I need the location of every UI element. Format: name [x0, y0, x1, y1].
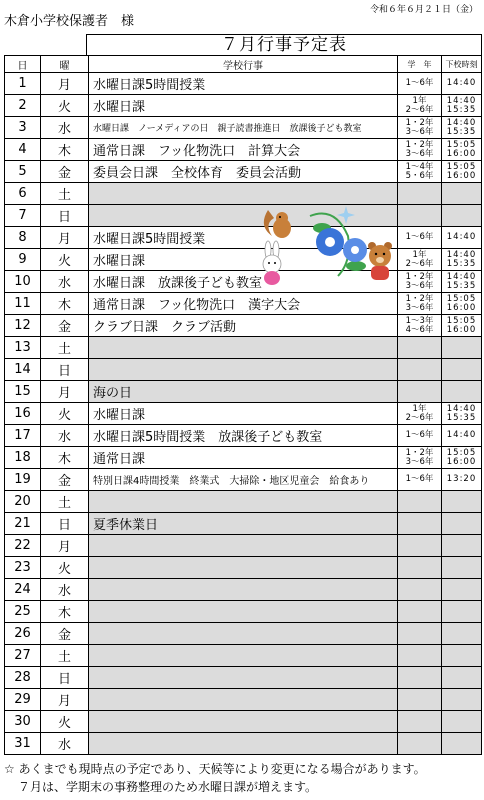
cell-weekday: 土 — [41, 337, 89, 359]
table-row — [5, 623, 482, 645]
cell-weekday: 金 — [41, 315, 89, 337]
cell-grade: 1年 2～6年 — [398, 95, 442, 117]
cell-grade: 1・2年 3～6年 — [398, 447, 442, 469]
cell-weekday: 金 — [41, 623, 89, 645]
cell-day: 30 — [5, 711, 41, 733]
cell-grade — [398, 689, 442, 711]
cell-time: 14:40 — [442, 73, 482, 95]
cell-weekday: 日 — [41, 513, 89, 535]
cell-event: 水曜日課 — [89, 403, 398, 425]
cell-event: 通常日課 — [89, 447, 398, 469]
cell-grade: 1・2年 3～6年 — [398, 293, 442, 315]
table-row — [5, 447, 482, 469]
cell-grade: 1～4年 5・6年 — [398, 161, 442, 183]
cell-time — [442, 491, 482, 513]
cell-time — [442, 645, 482, 667]
table-row — [5, 491, 482, 513]
cell-weekday: 金 — [41, 469, 89, 491]
cell-grade: 1・2年 3～6年 — [398, 271, 442, 293]
cell-weekday: 水 — [41, 271, 89, 293]
note-line-1: ☆ あくまでも現時点の予定であり、天候等により変更になる場合があります。 — [4, 762, 426, 776]
cell-day: 1 — [5, 73, 41, 95]
table-row — [5, 315, 482, 337]
cell-grade — [398, 601, 442, 623]
cell-time: 14:40 15:35 — [442, 117, 482, 139]
cell-day: 27 — [5, 645, 41, 667]
table-row — [5, 293, 482, 315]
cell-weekday: 木 — [41, 139, 89, 161]
cell-grade — [398, 711, 442, 733]
cell-day: 4 — [5, 139, 41, 161]
cell-event — [89, 491, 398, 513]
table-row — [5, 271, 482, 293]
cell-day: 17 — [5, 425, 41, 447]
cell-weekday: 土 — [41, 645, 89, 667]
cell-day: 15 — [5, 381, 41, 403]
cell-grade — [398, 579, 442, 601]
cell-day: 18 — [5, 447, 41, 469]
note-line-2: ７月は、学期末の事務整理のため水曜日課が増えます。 — [18, 780, 318, 794]
table-row — [5, 579, 482, 601]
cell-time: 14:40 15:35 — [442, 95, 482, 117]
cell-weekday: 木 — [41, 447, 89, 469]
table-row — [5, 601, 482, 623]
cell-event: 委員会日課 全校体育 委員会活動 — [89, 161, 398, 183]
cell-day: 13 — [5, 337, 41, 359]
cell-event: 通常日課 フッ化物洗口 計算大会 — [89, 139, 398, 161]
table-row — [5, 183, 482, 205]
page-title: ７月行事予定表 — [86, 34, 482, 55]
morning-glory-icon — [310, 214, 367, 277]
cell-weekday: 火 — [41, 249, 89, 271]
table-row — [5, 139, 482, 161]
table-row — [5, 557, 482, 579]
cell-day: 14 — [5, 359, 41, 381]
cell-day: 5 — [5, 161, 41, 183]
cell-weekday: 水 — [41, 117, 89, 139]
notes — [4, 760, 426, 796]
cell-day: 7 — [5, 205, 41, 227]
cell-grade — [398, 359, 442, 381]
cell-event — [89, 535, 398, 557]
cell-day: 24 — [5, 579, 41, 601]
cell-grade: 1年 2～6年 — [398, 403, 442, 425]
table-row — [5, 205, 482, 227]
table-row — [5, 359, 482, 381]
cell-time — [442, 623, 482, 645]
table-header-row — [5, 56, 482, 73]
cell-weekday: 火 — [41, 711, 89, 733]
table-row — [5, 667, 482, 689]
table-row — [5, 403, 482, 425]
cell-day: 29 — [5, 689, 41, 711]
cell-time — [442, 205, 482, 227]
cell-weekday: 月 — [41, 689, 89, 711]
table-row — [5, 535, 482, 557]
cell-time — [442, 557, 482, 579]
cell-event: 特別日課4時間授業 終業式 大掃除・地区児童会 給食あり — [89, 469, 398, 491]
cell-time: 14:40 15:35 — [442, 271, 482, 293]
cell-grade — [398, 623, 442, 645]
cell-event — [89, 623, 398, 645]
bear-icon — [368, 242, 392, 280]
cell-event — [89, 557, 398, 579]
cell-day: 31 — [5, 733, 41, 755]
cell-day: 22 — [5, 535, 41, 557]
cell-event: 水曜日課5時間授業 放課後子ども教室 — [89, 425, 398, 447]
cell-event: 水曜日課 — [89, 95, 398, 117]
cell-event — [89, 645, 398, 667]
squirrel-icon — [264, 210, 291, 238]
cell-weekday: 土 — [41, 183, 89, 205]
cell-grade — [398, 205, 442, 227]
cell-weekday: 火 — [41, 95, 89, 117]
cell-day: 28 — [5, 667, 41, 689]
cell-grade — [398, 645, 442, 667]
cell-weekday: 月 — [41, 73, 89, 95]
cell-day: 23 — [5, 557, 41, 579]
cell-weekday: 火 — [41, 403, 89, 425]
cell-weekday: 土 — [41, 491, 89, 513]
cell-grade — [398, 667, 442, 689]
cell-weekday: 日 — [41, 667, 89, 689]
cell-time — [442, 381, 482, 403]
table-row — [5, 513, 482, 535]
table-row — [5, 249, 482, 271]
table-row — [5, 227, 482, 249]
summer-illustration — [260, 206, 395, 286]
cell-event — [89, 359, 398, 381]
cell-time — [442, 359, 482, 381]
cell-event — [89, 601, 398, 623]
issue-date: 令和６年６月２１日（金） — [369, 5, 478, 15]
cell-grade — [398, 337, 442, 359]
table-row — [5, 73, 482, 95]
cell-time: 15:05 16:00 — [442, 315, 482, 337]
cell-time: 15:05 16:00 — [442, 139, 482, 161]
rabbit-icon — [263, 241, 281, 285]
cell-weekday: 水 — [41, 579, 89, 601]
cell-event: クラブ日課 クラブ活動 — [89, 315, 398, 337]
cell-weekday: 木 — [41, 293, 89, 315]
cell-event: 水曜日課 ノーメディアの日 親子読書推進日 放課後子ども教室 — [89, 117, 398, 139]
cell-event: 通常日課 フッ化物洗口 漢字大会 — [89, 293, 398, 315]
cell-weekday: 日 — [41, 205, 89, 227]
cell-day: 20 — [5, 491, 41, 513]
col-header-weekday: 曜 — [41, 56, 89, 73]
cell-weekday: 水 — [41, 425, 89, 447]
cell-weekday: 月 — [41, 535, 89, 557]
schedule-table — [4, 55, 482, 755]
cell-time: 14:40 15:35 — [442, 403, 482, 425]
cell-weekday: 月 — [41, 227, 89, 249]
cell-time — [442, 601, 482, 623]
cell-event — [89, 689, 398, 711]
cell-event — [89, 183, 398, 205]
table-row — [5, 733, 482, 755]
cell-time — [442, 535, 482, 557]
cell-time — [442, 579, 482, 601]
table-row — [5, 711, 482, 733]
cell-grade: 1～6年 — [398, 469, 442, 491]
cell-event — [89, 579, 398, 601]
cell-time — [442, 733, 482, 755]
cell-grade: 1年 2～6年 — [398, 249, 442, 271]
cell-time — [442, 711, 482, 733]
table-row — [5, 161, 482, 183]
table-row — [5, 425, 482, 447]
cell-day: 2 — [5, 95, 41, 117]
cell-day: 12 — [5, 315, 41, 337]
cell-day: 9 — [5, 249, 41, 271]
cell-time — [442, 667, 482, 689]
cell-time: 15:05 16:00 — [442, 447, 482, 469]
cell-time — [442, 689, 482, 711]
table-row — [5, 645, 482, 667]
cell-grade: 1・2年 3～6年 — [398, 117, 442, 139]
table-row — [5, 689, 482, 711]
cell-time — [442, 183, 482, 205]
table-row — [5, 95, 482, 117]
cell-day: 19 — [5, 469, 41, 491]
col-header-day: 日 — [5, 56, 41, 73]
cell-weekday: 火 — [41, 557, 89, 579]
cell-grade — [398, 381, 442, 403]
cell-day: 11 — [5, 293, 41, 315]
cell-event: 水曜日課5時間授業 — [89, 73, 398, 95]
table-row — [5, 337, 482, 359]
cell-time: 14:40 — [442, 425, 482, 447]
cell-event: 水曜日課 放課後子ども教室 — [89, 271, 398, 293]
cell-time — [442, 513, 482, 535]
cell-time: 15:05 16:00 — [442, 293, 482, 315]
cell-grade — [398, 491, 442, 513]
cell-grade: 1～6年 — [398, 73, 442, 95]
cell-day: 16 — [5, 403, 41, 425]
cell-day: 26 — [5, 623, 41, 645]
cell-event — [89, 667, 398, 689]
cell-time — [442, 337, 482, 359]
cell-event: 海の日 — [89, 381, 398, 403]
table-row — [5, 381, 482, 403]
cell-grade: 1～6年 — [398, 425, 442, 447]
cell-event — [89, 733, 398, 755]
table-row — [5, 117, 482, 139]
cell-weekday: 水 — [41, 733, 89, 755]
cell-day: 25 — [5, 601, 41, 623]
cell-grade: 1・2年 3～6年 — [398, 139, 442, 161]
table-row — [5, 469, 482, 491]
cell-time: 14:40 — [442, 227, 482, 249]
cell-day: 21 — [5, 513, 41, 535]
cell-time: 15:05 16:00 — [442, 161, 482, 183]
cell-day: 3 — [5, 117, 41, 139]
cell-time: 13:20 — [442, 469, 482, 491]
cell-event: 水曜日課5時間授業 — [89, 227, 398, 249]
cell-grade: 1～6年 — [398, 227, 442, 249]
cell-grade — [398, 183, 442, 205]
cell-day: 10 — [5, 271, 41, 293]
cell-weekday: 木 — [41, 601, 89, 623]
cell-event: 水曜日課 — [89, 249, 398, 271]
col-header-event: 学校行事 — [89, 56, 398, 73]
cell-day: 8 — [5, 227, 41, 249]
cell-grade — [398, 513, 442, 535]
cell-grade — [398, 557, 442, 579]
cell-grade — [398, 733, 442, 755]
cell-weekday: 金 — [41, 161, 89, 183]
addressee: 木倉小学校保護者 様 — [4, 14, 135, 29]
cell-event: 夏季休業日 — [89, 513, 398, 535]
cell-event — [89, 337, 398, 359]
cell-event — [89, 711, 398, 733]
cell-weekday: 日 — [41, 359, 89, 381]
cell-weekday: 月 — [41, 381, 89, 403]
cell-day: 6 — [5, 183, 41, 205]
cell-grade: 1～3年 4～6年 — [398, 315, 442, 337]
cell-time: 14:40 15:35 — [442, 249, 482, 271]
cell-grade — [398, 535, 442, 557]
col-header-time: 下校時刻 — [442, 56, 482, 73]
col-header-grade: 学 年 — [398, 56, 442, 73]
